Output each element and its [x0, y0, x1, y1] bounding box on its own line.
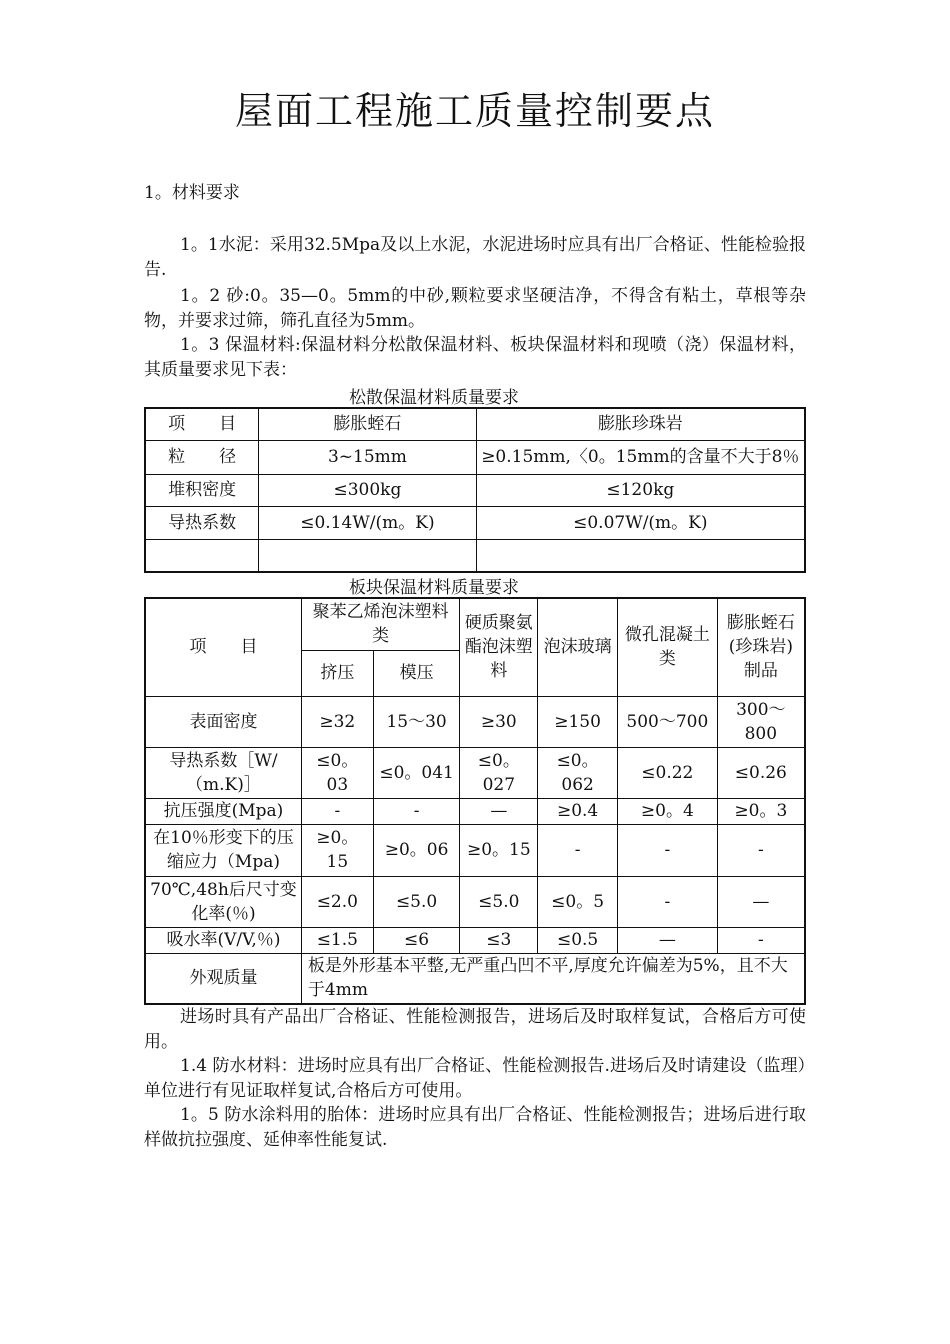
table-header-cell: 硬质聚氨酯泡沫塑料: [460, 598, 538, 696]
table-cell: ≤2.0: [301, 876, 373, 927]
table-cell: 3~15mm: [259, 440, 476, 474]
table-cell: -: [538, 824, 618, 876]
table-cell: ≤0。027: [460, 747, 538, 798]
loose-insulation-table: [144, 407, 806, 573]
table-cell: 堆积密度: [145, 474, 259, 506]
table-cell: ≤0。062: [538, 747, 618, 798]
table-cell: ≥0。15: [460, 824, 538, 876]
table-cell: [476, 539, 805, 572]
table-header-cell: 泡沫玻璃: [538, 598, 618, 696]
table-cell: ≥0.15mm,〈0。15mm的含量不大于8％: [476, 440, 805, 474]
table-cell: ≥150: [538, 696, 618, 747]
table-row: [145, 408, 805, 440]
table-cell: ≥0。15: [301, 824, 373, 876]
table-header-cell: 膨胀珍珠岩: [476, 408, 805, 440]
table-row: [145, 696, 805, 747]
section-heading: 1。材料要求: [144, 183, 240, 203]
table-cell: 吸水率(V/V,％): [145, 927, 301, 953]
table-cell: ≥0.4: [538, 798, 618, 824]
table-row: [145, 876, 805, 927]
paragraph-coating-base: 1。5 防水涂料用的胎体：进场时应具有出厂合格证、性能检测报告；进场后进行取样做抗拉强度、延伸率性能复试.: [144, 1105, 806, 1150]
paragraph-sand: 1。2 砂:0。35—0。5mm的中砂,颗粒要求坚硬洁净，不得含有粘土，草根等杂物，并要求过筛，筛孔直径为5mm。: [144, 286, 806, 331]
table-cell: [259, 539, 476, 572]
table-cell: -: [618, 876, 718, 927]
table-cell: 表面密度: [145, 696, 301, 747]
table-cell: ≥0。06: [373, 824, 460, 876]
table-cell: ≥30: [460, 696, 538, 747]
table-cell: —: [717, 876, 805, 927]
table-header-cell: 模压: [373, 650, 460, 696]
table-cell: 外观质量: [145, 953, 301, 1004]
paragraph-cement: 1。1水泥：采用32.5Mpa及以上水泥，水泥进场时应具有出厂合格证、性能检验报告.: [144, 235, 806, 280]
table-cell: -: [618, 824, 718, 876]
table-cell: 抗压强度(Mpa): [145, 798, 301, 824]
table-row: [145, 539, 805, 572]
table-header-cell: 膨胀蛭石(珍珠岩)制品: [717, 598, 805, 696]
table-cell: 导热系数: [145, 506, 259, 539]
table-header-cell: 膨胀蛭石: [259, 408, 476, 440]
table1-caption: 松散保温材料质量要求: [349, 388, 519, 408]
table-cell: ≤3: [460, 927, 538, 953]
table-cell: 粒 径: [145, 440, 259, 474]
table-cell: [145, 539, 259, 572]
table-cell: 70℃,48h后尺寸变化率(％): [145, 876, 301, 927]
table-cell: ≤0。5: [538, 876, 618, 927]
page-title: 屋面工程施工质量控制要点: [234, 89, 715, 133]
board-insulation-table: [144, 597, 806, 1005]
table-cell: ≤0。041: [373, 747, 460, 798]
paragraph-insulation: 1。3 保温材料:保温材料分松散保温材料、板块保温材料和现喷（浇）保温材料， 其质量要求见下表：: [144, 335, 806, 380]
table-row: [145, 798, 805, 824]
paragraph-incoming: 进场时具有产品出厂合格证、性能检测报告，进场后及时取样复试，合格后方可使用。: [144, 1007, 806, 1052]
table-cell: 导热系数［W/（m.K)］: [145, 747, 301, 798]
table-cell: ≤5.0: [373, 876, 460, 927]
table-cell: ≤0.5: [538, 927, 618, 953]
table-cell: ≤0。03: [301, 747, 373, 798]
table-cell: ≤120kg: [476, 474, 805, 506]
table-cell: 300～800: [717, 696, 805, 747]
table-cell: ≤6: [373, 927, 460, 953]
table-header-cell: 项 目: [145, 408, 259, 440]
table-header-cell: 挤压: [301, 650, 373, 696]
table-row: [145, 953, 805, 1004]
table-cell: ≥0。3: [717, 798, 805, 824]
table-cell: —: [618, 927, 718, 953]
table-cell: —: [460, 798, 538, 824]
table-cell: ≤0.26: [717, 747, 805, 798]
table-row: [145, 440, 805, 474]
table-cell: ≥32: [301, 696, 373, 747]
table-header-row: [145, 598, 805, 650]
table-header-cell: 聚苯乙烯泡沫塑料类: [301, 598, 460, 650]
table-row: [145, 824, 805, 876]
table-cell: 15～30: [373, 696, 460, 747]
table-cell: ≤1.5: [301, 927, 373, 953]
table-cell: ≤0.07W/(m。K): [476, 506, 805, 539]
table-cell: ≤0.14W/(m。K): [259, 506, 476, 539]
table-cell: -: [301, 798, 373, 824]
table-cell: 板是外形基本平整,无严重凸凹不平,厚度允许偏差为5%，且不大于4mm: [301, 953, 805, 1004]
table-cell: ≤300kg: [259, 474, 476, 506]
table-row: [145, 474, 805, 506]
table-cell: -: [373, 798, 460, 824]
table-header-cell: 微孔混凝土类: [618, 598, 718, 696]
table-cell: 500～700: [618, 696, 718, 747]
table-cell: ≤0.22: [618, 747, 718, 798]
table-header-cell: 项 目: [145, 598, 301, 696]
paragraph-waterproof: 1.4 防水材料：进场时应具有出厂合格证、性能检测报告.进场后及时请建设（监理）单位进行有见证取样复试,合格后方可使用。: [144, 1056, 806, 1101]
table-cell: 在10％形变下的压缩应力（Mpa): [145, 824, 301, 876]
table-cell: -: [717, 824, 805, 876]
table-row: [145, 927, 805, 953]
table2-caption: 板块保温材料质量要求: [349, 578, 519, 598]
table-cell: ≥0。4: [618, 798, 718, 824]
table-cell: ≤5.0: [460, 876, 538, 927]
table-row: [145, 506, 805, 539]
table-cell: -: [717, 927, 805, 953]
table-row: [145, 747, 805, 798]
